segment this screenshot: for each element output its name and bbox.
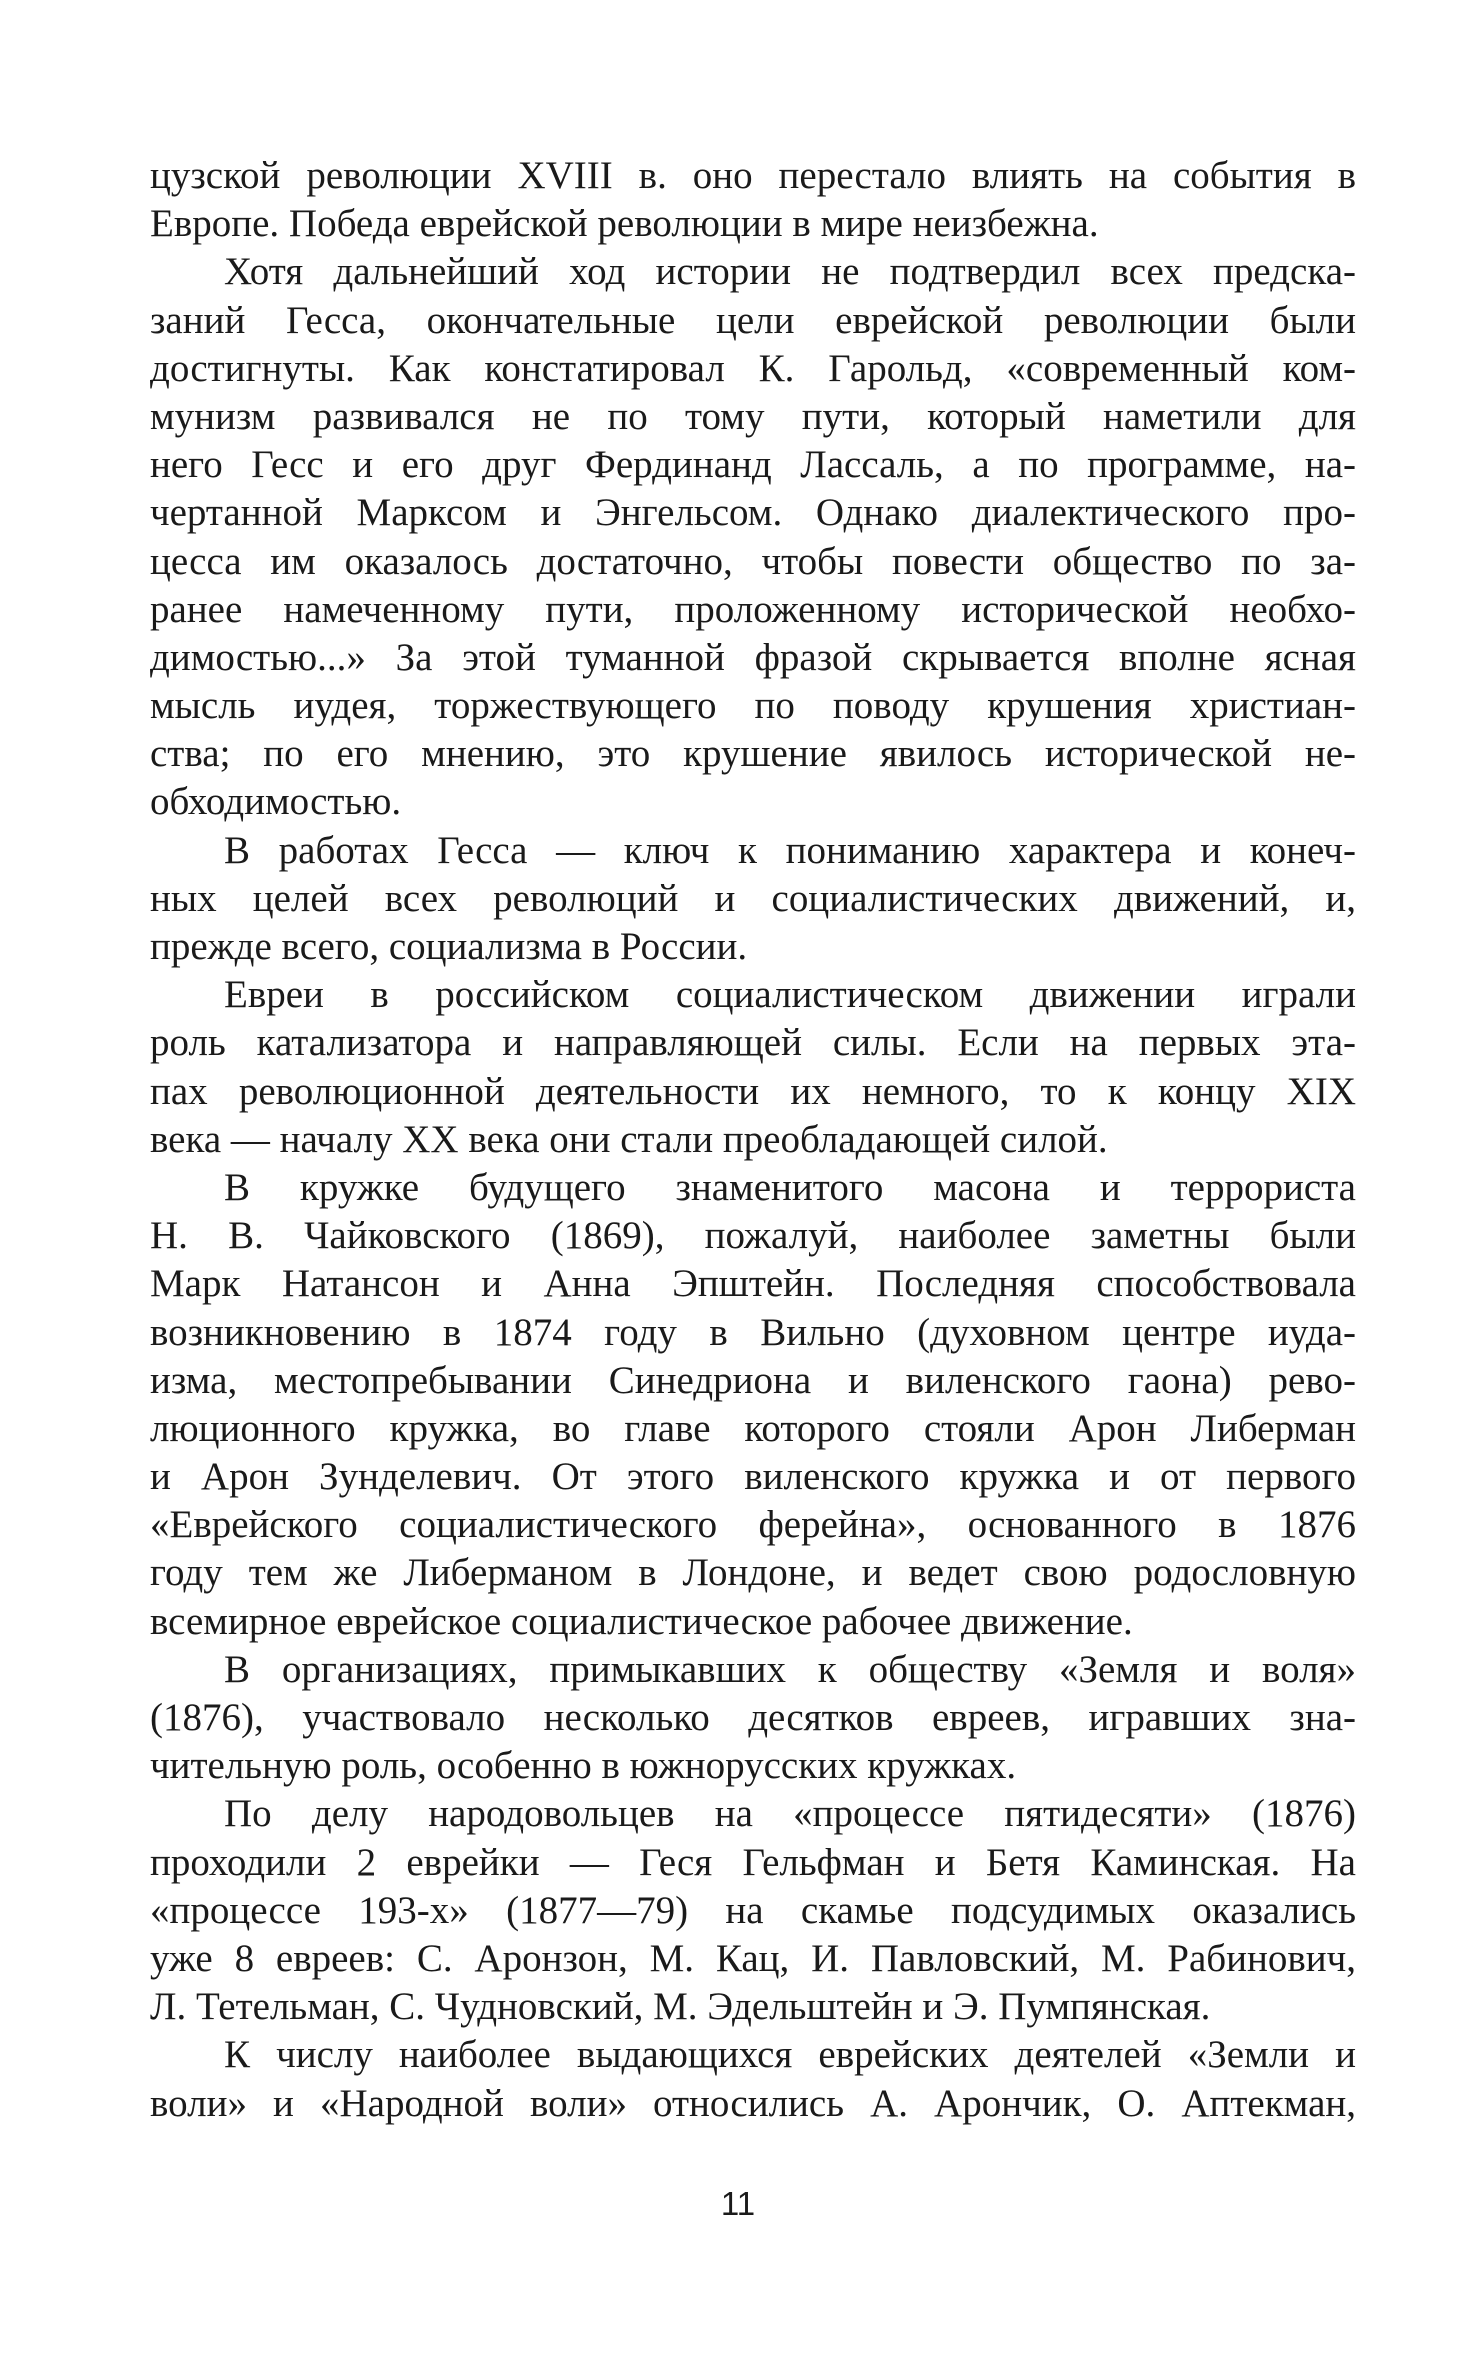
text-line: мунизм развивался не по тому пути, который наметили для xyxy=(150,394,1356,438)
text-line: проходили 2 еврейки — Геся Гельфман и Бетя Каминская. На xyxy=(150,1840,1356,1884)
text-line: и Арон Зунделевич. От этого виленского кружка и от первого xyxy=(150,1455,1356,1499)
text-line: «Еврейского социалистического ферейна», основанного в 1876 xyxy=(150,1503,1356,1547)
text-line: прежде всего, социализма в России. xyxy=(150,925,748,968)
text-line: пах революционной деятельности их немного, то к концу XIX xyxy=(150,1069,1356,1113)
text-line: Н. В. Чайковского (1869), пожалуй, наиболее заметны были xyxy=(150,1214,1356,1258)
text-line: В работах Гесса — ключ к пониманию характера и конеч- xyxy=(224,828,1356,872)
paragraph xyxy=(150,1790,1356,2031)
text-line: В организациях, примыкавших к обществу «Земля и воля» xyxy=(224,1647,1356,1691)
paragraph xyxy=(150,971,1356,1164)
page-number: 11 xyxy=(720,2185,756,2222)
text-line: «процессе 193-х» (1877—79) на скамье подсудимых оказались xyxy=(150,1888,1356,1932)
text-line: века — началу XX века они стали преобладающей силой. xyxy=(150,1117,1108,1161)
text-line: Марк Натансон и Анна Эпштейн. Последняя способствовала xyxy=(150,1262,1356,1306)
text-line: Евреи в российском социалистическом движении играли xyxy=(224,973,1356,1017)
text-line: чертанной Марксом и Энгельсом. Однако диалектического про- xyxy=(150,491,1356,535)
text-line: (1876), участвовало несколько десятков евреев, игравших зна- xyxy=(150,1696,1356,1739)
text-line: него Гесс и его друг Фердинанд Лассаль, а по программе, на- xyxy=(150,443,1356,487)
text-line: воли» и «Народной воли» относились А. Арончик, О. Аптекман, xyxy=(150,2081,1356,2125)
paragraph xyxy=(150,2031,1356,2127)
text-line: всемирное еврейское социалистическое рабочее движение. xyxy=(150,1599,1133,1643)
text-line: обходимостью. xyxy=(150,780,402,824)
text-line: В кружке будущего знаменитого масона и террориста xyxy=(224,1165,1356,1209)
text-line: заний Гесса, окончательные цели еврейской революции были xyxy=(150,298,1356,342)
text-line: люционного кружка, во главе которого стояли Арон Либерман xyxy=(150,1406,1356,1450)
text-line: ранее намеченному пути, проложенному исторической необхо- xyxy=(150,587,1356,631)
text-line: димостью...» За этой туманной фразой скрывается вполне ясная xyxy=(150,635,1356,679)
text-line: роль катализатора и направляющей силы. Если на первых эта- xyxy=(150,1021,1356,1065)
paragraph xyxy=(150,1164,1356,1646)
paragraph xyxy=(150,248,1356,826)
paragraph xyxy=(150,1646,1356,1791)
text-line: Европе. Победа еврейской революции в мире неизбежна. xyxy=(150,202,1099,246)
body-text xyxy=(150,152,1356,2128)
text-line: мысль иудея, торжествующего по поводу крушения христиан- xyxy=(150,684,1356,728)
text-line: возникновению в 1874 году в Вильно (духовном центре иуда- xyxy=(150,1310,1356,1354)
text-line: К числу наиболее выдающихся еврейских деятелей «Земли и xyxy=(224,2033,1356,2077)
paragraph xyxy=(150,152,1356,248)
text-line: достигнуты. Как констатировал К. Гарольд, «современный ком- xyxy=(150,346,1356,390)
text-line: ных целей всех революций и социалистических движений, и, xyxy=(150,876,1356,920)
text-line: цузской революции XVIII в. оно перестало влиять на события в xyxy=(150,154,1356,197)
text-line: чительную роль, особенно в южнорусских кружках. xyxy=(150,1744,1017,1788)
text-line: изма, местопребывании Синедриона и виленского гаона) рево- xyxy=(150,1358,1356,1402)
text-line: году тем же Либерманом в Лондоне, и ведет свою родословную xyxy=(150,1551,1356,1595)
text-line: цесса им оказалось достаточно, чтобы повести общество по за- xyxy=(150,539,1356,583)
text-line: Л. Тетельман, С. Чудновский, М. Эдельштейн и Э. Пумпянская. xyxy=(150,1985,1211,2029)
paragraph xyxy=(150,827,1356,972)
text-line: По делу народовольцев на «процессе пятидесяти» (1876) xyxy=(224,1792,1356,1836)
text-line: уже 8 евреев: С. Аронзон, М. Кац, И. Павловский, М. Рабинович, xyxy=(150,1936,1356,1980)
text-line: Хотя дальнейший ход истории не подтвердил всех предска- xyxy=(224,250,1356,294)
text-line: ства; по его мнению, это крушение явилось исторической не- xyxy=(150,732,1356,776)
